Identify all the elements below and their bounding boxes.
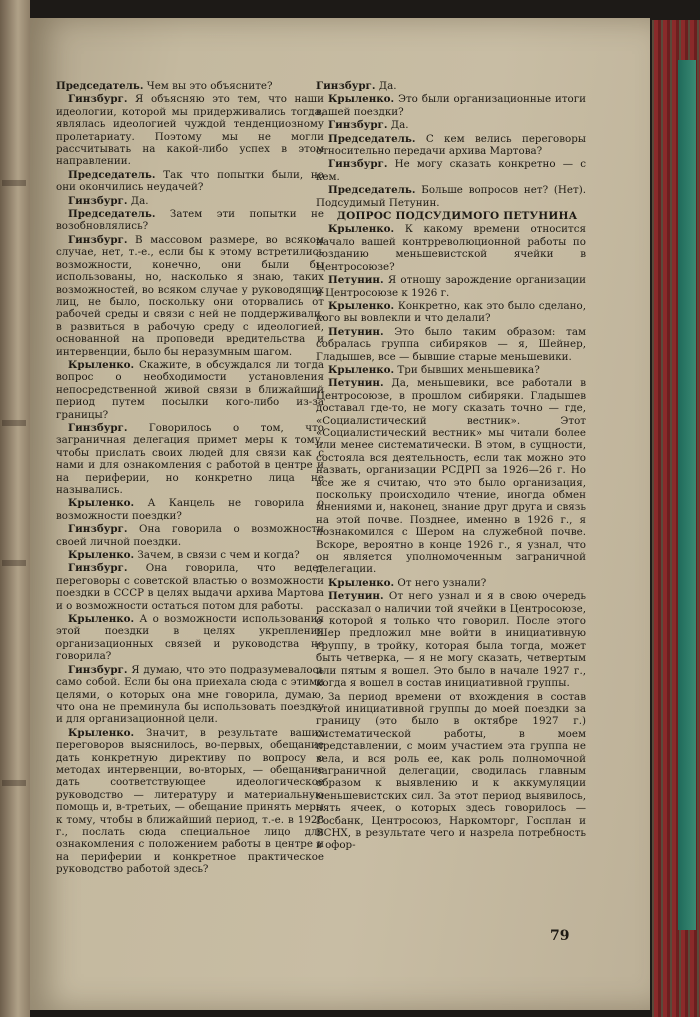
speaker-name: Петунин. bbox=[328, 590, 384, 603]
paragraph bbox=[56, 208, 324, 233]
paragraph bbox=[316, 274, 586, 299]
paragraph bbox=[56, 497, 324, 522]
page-number: 79 bbox=[550, 928, 570, 944]
book-cover-edge bbox=[678, 60, 696, 930]
speech-text: Я отношу зарождение организации в Центросоюзе к 1926 г. bbox=[316, 274, 586, 299]
speaker-name: Гинзбург. bbox=[68, 523, 128, 536]
speaker-name: Крыленко. bbox=[68, 613, 135, 626]
paragraph bbox=[56, 234, 324, 358]
speech-text: А о возможности использования этой поездки в целях укрепления организационных связей и руководства не говорила? bbox=[56, 613, 324, 663]
paragraph bbox=[56, 195, 324, 207]
speaker-name: Гинзбург. bbox=[68, 663, 128, 676]
paragraph bbox=[56, 422, 324, 496]
speaker-name: Председатель. bbox=[68, 168, 156, 181]
paragraph bbox=[56, 613, 324, 663]
speaker-name: Крыленко. bbox=[68, 358, 135, 371]
speaker-name: Крыленко. bbox=[328, 93, 395, 106]
speech-text: Чем вы это объясните? bbox=[143, 80, 273, 92]
speaker-name: Гинзбург. bbox=[68, 421, 128, 434]
speaker-name: Крыленко. bbox=[68, 497, 135, 510]
book-edge-right bbox=[652, 20, 700, 1017]
paragraph bbox=[316, 590, 586, 689]
speech-text: Больше вопросов нет? (Нет). Подсудимый Петунин. bbox=[316, 184, 586, 209]
paragraph bbox=[56, 523, 324, 548]
speaker-name: Гинзбург. bbox=[328, 158, 388, 171]
paragraph bbox=[316, 691, 586, 852]
speech-text: Говорилось о том, что заграничная делегация примет меры к тому, чтобы прислать своих людей для связи как с нами и для ознакомления с работой в центре и на периферии, но конкретно лица не назывались. bbox=[56, 421, 324, 496]
speech-text: Да. bbox=[127, 194, 149, 207]
speech-text: За период времени от вхождения в состав этой инициативной группы до моей поездки за границу (это было в октябре 1927 г.) систематической работы, в моем представлении, с моим участием эта группа не вела, и вся роль ее, как роль полномочной заграничной делегации, сводилась главным образом к выявлению и к аккумуляции меньшевистских сил. За этот период выявилось, пять ячеек, о которых здесь говорилось — Госбанк, Центросоюз, Наркомторг, Госплан и ВСНХ, в результате чего и назрела потребность в офор- bbox=[316, 690, 586, 852]
speech-text: С кем велись переговоры относительно передачи архива Мартова? bbox=[316, 132, 586, 158]
speech-text: К какому времени относится начало вашей контрреволюционной работы по созданию меньшевистской ячейки в Центросоюзе? bbox=[316, 223, 586, 273]
speaker-name: Крыленко. bbox=[328, 363, 395, 376]
book-binding-left bbox=[0, 0, 30, 1017]
speech-text: Три бывших меньшевика? bbox=[394, 363, 540, 376]
speech-text: Зачем, в связи с чем и когда? bbox=[134, 549, 300, 562]
speech-text: Скажите, в обсуждался ли тогда вопрос о необходимости установления непосредственной живой связи в ближайший период путем посылки кого-либо из-за границы? bbox=[56, 358, 324, 421]
paragraph bbox=[56, 664, 324, 726]
speech-text: Это было таким образом: там собралась группа сибиряков — я, Шейнер, Гладышев, все — бывшие старые меньшевики. bbox=[316, 325, 586, 363]
speech-text: Она говорила о возможности своей личной поездки. bbox=[56, 523, 324, 548]
left-column bbox=[56, 80, 324, 877]
paragraph bbox=[316, 326, 586, 363]
speech-text: Я думаю, что это подразумевалось само собой. Если бы она приехала сюда с этими целями, о которых она мне говорила, думаю, что она не преминула бы использовать поездку и для организационной цели. bbox=[56, 663, 324, 726]
paragraph bbox=[56, 727, 324, 876]
speaker-name: Крыленко. bbox=[68, 726, 135, 739]
paragraph bbox=[316, 93, 586, 118]
speech-text: В массовом размере, во всяком случае, нет, т.-е., если бы к этому встретились возможности, конечно, они были бы использованы, но, насколько я знаю, таких возможностей, во всяком случае у руководящих лиц, не было, поскольку они оторвались от рабочей среды и связи с ней не поддерживали, в развиться в рабочую среду с идеологией, основанной на проповеди вредительства и интервенции, было бы неразумным шагом. bbox=[56, 233, 324, 358]
speech-text: Значит, в результате ваших переговоров выяснилось, во-первых, обещание дать конкретную директиву по вопросу о методах интервенции, во-вторых, — обещание дать соответствующее идеологическое руководство — литературу и материальную помощь и, в-третьих, — обещание принять меры к тому, чтобы в ближайший период, т.-е. в 1928 г., послать сюда специальное лицо для ознакомления с положением работы в центре и на периферии и конкретное практическое руководство работой здесь? bbox=[56, 726, 324, 876]
speaker-name: Гинзбург. bbox=[328, 119, 388, 132]
paragraph bbox=[316, 577, 586, 589]
paragraph bbox=[316, 158, 586, 183]
paragraph bbox=[316, 364, 586, 376]
speaker-name: Крыленко. bbox=[68, 549, 135, 562]
speech-text: Я объясняю это тем, что наши идеологии, которой мы придерживались тогда, являлась идеологией чуждой тенденциозному пролетариату. Поэтому мы не могли рассчитывать на какой-либо успех в этом направлении. bbox=[56, 93, 324, 168]
paragraph bbox=[56, 549, 324, 561]
paragraph bbox=[316, 377, 586, 576]
speaker-name: Гинзбург. bbox=[316, 80, 376, 92]
speech-text: Да. bbox=[375, 80, 397, 92]
speaker-name: Гинзбург. bbox=[68, 93, 128, 106]
speaker-name: Крыленко. bbox=[328, 223, 395, 236]
paragraph bbox=[56, 80, 324, 92]
paragraph bbox=[316, 300, 586, 325]
speech-text: Конкретно, как это было сделано, кого вы вовлекли и что делали? bbox=[316, 299, 586, 325]
paragraph bbox=[316, 133, 586, 158]
paragraph bbox=[56, 93, 324, 167]
speaker-name: Петунин. bbox=[328, 325, 384, 338]
paragraph bbox=[316, 184, 586, 209]
speech-text: Она говорила, что ведет переговоры с советской властью о возможности поездки в СССР в целях выдачи архива Мартова и о возможности остаться потом для работы. bbox=[56, 562, 324, 612]
speech-text: От него узнал и я в свою очередь рассказал о наличии той ячейки в Центросоюзе, о которой я только что говорил. После этого Шер предложил мне войти в инициативную группу, в тройку, которая была тогда, может быть четверка, — я не могу сказать, четвертым или пятым я вошел. Это было в начале 1927 г., когда я вошел в состав инициативной группы. bbox=[316, 590, 586, 690]
speech-text: Не могу сказать конкретно — с кем. bbox=[316, 158, 586, 183]
paragraph bbox=[316, 223, 586, 273]
speaker-name: Петунин. bbox=[328, 274, 384, 287]
speaker-name: Председатель. bbox=[328, 132, 416, 145]
speaker-name: Председатель. bbox=[328, 184, 416, 197]
speech-text: А Канцель не говорила о возможности поездки? bbox=[56, 497, 324, 522]
paragraph bbox=[56, 562, 324, 612]
speaker-name: Гинзбург. bbox=[68, 194, 128, 207]
paragraph bbox=[316, 119, 586, 131]
paragraph bbox=[316, 80, 586, 92]
paragraph bbox=[56, 359, 324, 421]
speech-text: Это были организационные итоги вашей поездки? bbox=[316, 93, 586, 118]
speaker-name: Петунин. bbox=[328, 377, 384, 390]
right-column bbox=[316, 80, 586, 853]
speaker-name: Гинзбург. bbox=[68, 233, 128, 246]
paragraph bbox=[56, 169, 324, 194]
speaker-name: Гинзбург. bbox=[68, 562, 128, 575]
speech-text: Затем эти попытки не возобновлялись? bbox=[56, 208, 324, 233]
book-page bbox=[30, 18, 650, 1010]
speech-text: От него узнали? bbox=[394, 576, 487, 589]
speech-text: Да, меньшевики, все работали в Центросоюзе, в прошлом сибиряки. Гладышев доставал где-то, не могу сказать точно — где, «Социалистический вестник». Этот «Социалистический вестник» мы читали более или менее систематически. В этом, в сущности, состояла вся деятельность, если так можно это назвать, организации РСДРП за 1926—26 г. Но все же я считаю, что это было организация, поскольку происходило чтение, иногда обмен мнениями и, наконец, знание друг друга и связь на этой почве. Позднее, именно в 1926 г., я познакомился с Шером на служебной почве. Вскоре, вероятно в конце 1926 г., я узнал, что он является уполномоченным заграничной делегации. bbox=[316, 377, 586, 576]
speaker-name: Крыленко. bbox=[328, 299, 395, 312]
speech-text: Так что попытки были, но они окончились неудачей? bbox=[56, 168, 324, 194]
speech-text: Да. bbox=[387, 119, 409, 132]
speaker-name: Крыленко. bbox=[328, 576, 395, 589]
section-heading: ДОПРОС ПОДСУДИМОГО ПЕТУНИНА bbox=[336, 210, 578, 223]
speaker-name: Председатель. bbox=[56, 80, 144, 92]
speaker-name: Председатель. bbox=[68, 208, 156, 221]
